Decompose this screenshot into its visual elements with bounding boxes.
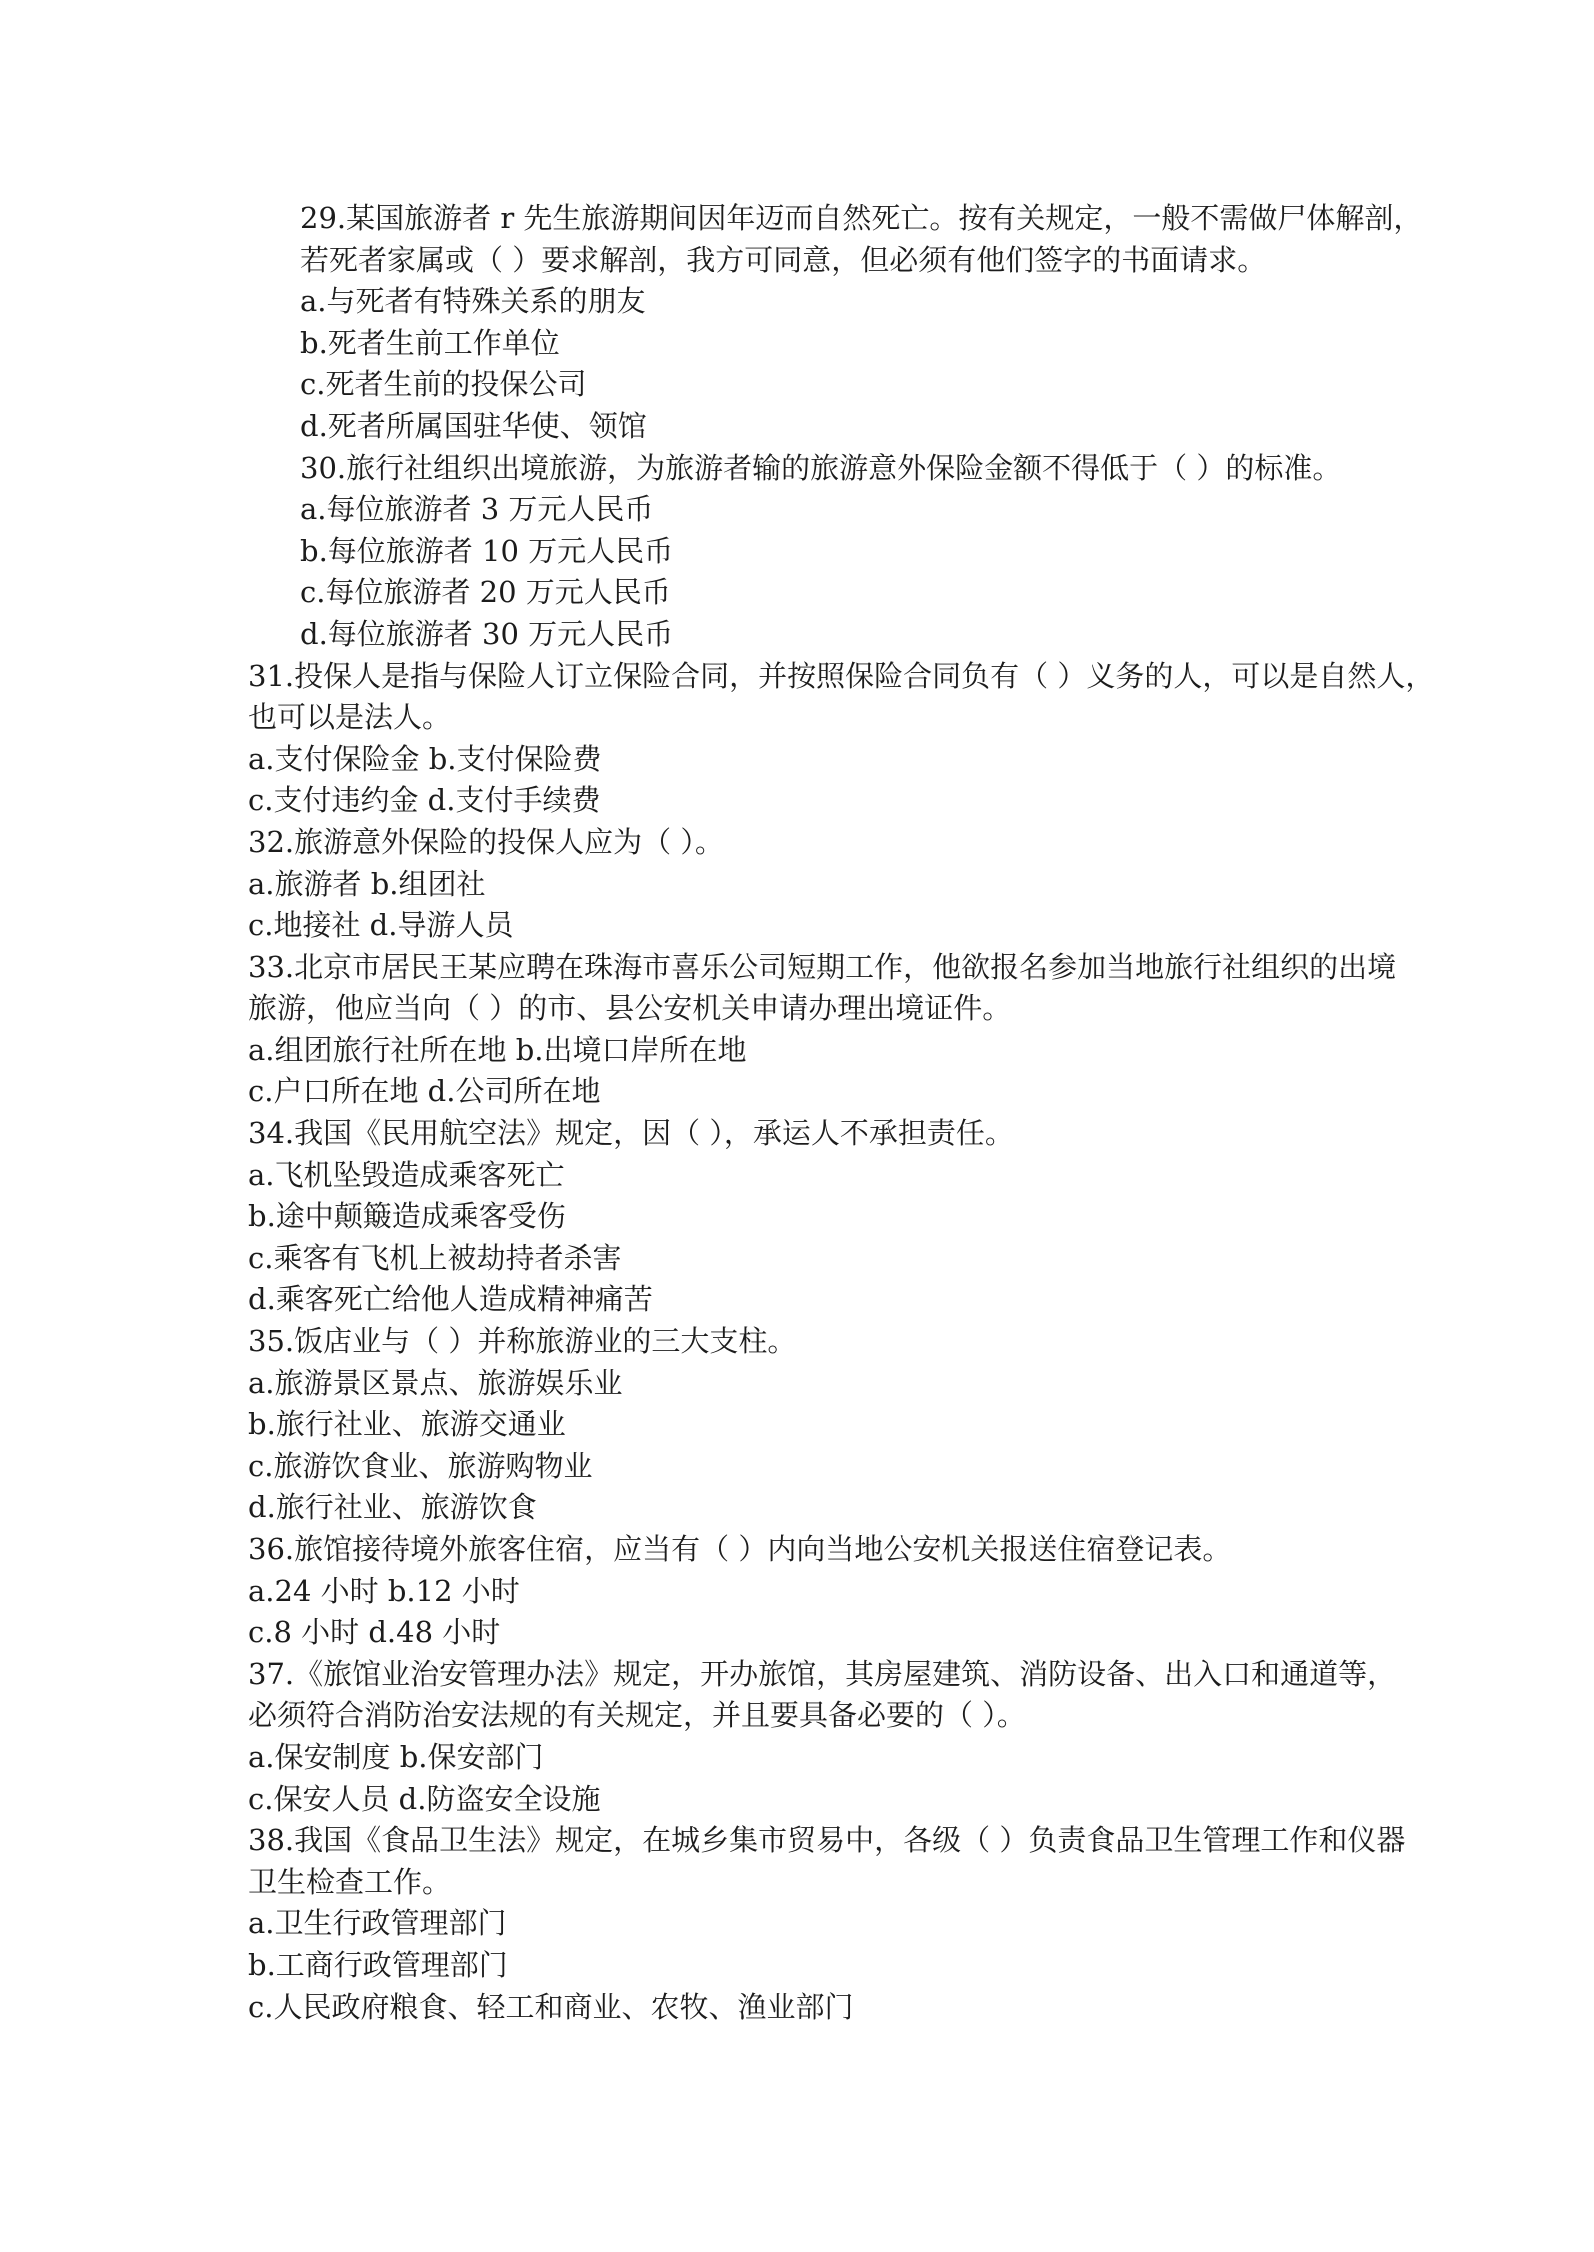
question-block <box>248 1113 1368 1321</box>
answer-option-line: c.支付违约金 d.支付手续费 <box>248 783 601 818</box>
question-block <box>248 656 1435 822</box>
question-stem-line: 必须符合消防治安法规的有关规定，并且要具备必要的（ ）。 <box>248 1698 1026 1733</box>
answer-option-line: b.旅行社业、旅游交通业 <box>248 1407 566 1442</box>
question-block <box>248 1820 1406 2028</box>
answer-option-line: c.死者生前的投保公司 <box>300 367 587 402</box>
answer-option-line: c.每位旅游者 20 万元人民币 <box>300 575 671 610</box>
question-stem-line: 29.某国旅游者 r 先生旅游期间因年迈而自然死亡。按有关规定，一般不需做尸体解剖， <box>300 201 1423 235</box>
answer-option-line: c.户口所在地 d.公司所在地 <box>248 1074 601 1109</box>
answer-option-line: c.乘客有飞机上被劫持者杀害 <box>248 1240 622 1275</box>
answer-option-line: c.旅游饮食业、旅游购物业 <box>248 1448 593 1483</box>
question-block <box>248 1321 1368 1529</box>
question-stem-line: 旅游，他应当向（ ）的市、县公安机关申请办理出境证件。 <box>248 991 1012 1026</box>
answer-option-line: c.保安人员 d.防盗安全设施 <box>248 1781 601 1816</box>
question-block <box>248 198 1423 448</box>
question-list <box>248 198 1435 2028</box>
answer-option-line: c.8 小时 d.48 小时 <box>248 1615 501 1650</box>
answer-option-line: a.旅游景区景点、旅游娱乐业 <box>248 1365 623 1400</box>
answer-option-line: b.每位旅游者 10 万元人民币 <box>300 533 674 568</box>
question-stem-line: 36.旅馆接待境外旅客住宿，应当有（ ）内向当地公安机关报送住宿登记表。 <box>248 1532 1232 1566</box>
answer-option-line: a.保安制度 b.保安部门 <box>248 1739 544 1774</box>
question-block <box>248 822 1368 947</box>
question-block <box>248 1654 1397 1820</box>
question-block <box>248 947 1397 1113</box>
answer-option-line: d.旅行社业、旅游饮食 <box>248 1490 537 1525</box>
question-stem-line: 33.北京市居民王某应聘在珠海市喜乐公司短期工作，他欲报名参加当地旅行社组织的出境 <box>248 949 1397 984</box>
answer-option-line: a.支付保险金 b.支付保险费 <box>248 741 602 776</box>
question-stem-line: 31.投保人是指与保险人订立保险合同，并按照保险合同负有（ ）义务的人，可以是自然人， <box>248 658 1435 693</box>
question-stem-line: 35.饭店业与（ ）并称旅游业的三大支柱。 <box>248 1324 797 1359</box>
answer-option-line: a.飞机坠毁造成乘客死亡 <box>248 1157 565 1192</box>
answer-option-line: a.卫生行政管理部门 <box>248 1906 507 1941</box>
answer-option-line: a.组团旅行社所在地 b.出境口岸所在地 <box>248 1032 747 1067</box>
question-stem-line: 37.《旅馆业治安管理办法》规定，开办旅馆，其房屋建筑、消防设备、出入口和通道等， <box>248 1656 1397 1691</box>
answer-option-line: d.每位旅游者 30 万元人民币 <box>300 616 674 651</box>
answer-option-line: d.死者所属国驻华使、领馆 <box>300 408 647 443</box>
question-stem-line: 也可以是法人。 <box>248 700 452 735</box>
question-stem-line: 38.我国《食品卫生法》规定，在城乡集市贸易中，各级（ ）负责食品卫生管理工作和仪器 <box>248 1823 1406 1858</box>
question-block <box>248 448 1368 656</box>
question-stem-line: 30.旅行社组织出境旅游，为旅游者输的旅游意外保险金额不得低于（ ）的标准。 <box>300 450 1342 485</box>
answer-option-line: b.死者生前工作单位 <box>300 325 560 360</box>
answer-option-line: c.地接社 d.导游人员 <box>248 908 514 943</box>
answer-option-line: b.途中颠簸造成乘客受伤 <box>248 1199 566 1234</box>
answer-option-line: a.旅游者 b.组团社 <box>248 866 486 901</box>
answer-option-line: a.24 小时 b.12 小时 <box>248 1573 520 1608</box>
question-stem-line: 若死者家属或（ ）要求解剖，我方可同意，但必须有他们签字的书面请求。 <box>300 242 1267 277</box>
answer-option-line: d.乘客死亡给他人造成精神痛苦 <box>248 1282 653 1317</box>
answer-option-line: a.与死者有特殊关系的朋友 <box>300 284 646 319</box>
question-block <box>248 1529 1368 1654</box>
answer-option-line: a.每位旅游者 3 万元人民币 <box>300 492 654 527</box>
answer-option-line: c.人民政府粮食、轻工和商业、农牧、渔业部门 <box>248 1989 854 2024</box>
question-stem-line: 卫生检查工作。 <box>248 1864 452 1899</box>
answer-option-line: b.工商行政管理部门 <box>248 1947 508 1982</box>
question-stem-line: 32.旅游意外保险的投保人应为（ ）。 <box>248 824 724 859</box>
question-stem-line: 34.我国《民用航空法》规定，因（ ），承运人不承担责任。 <box>248 1116 1014 1151</box>
